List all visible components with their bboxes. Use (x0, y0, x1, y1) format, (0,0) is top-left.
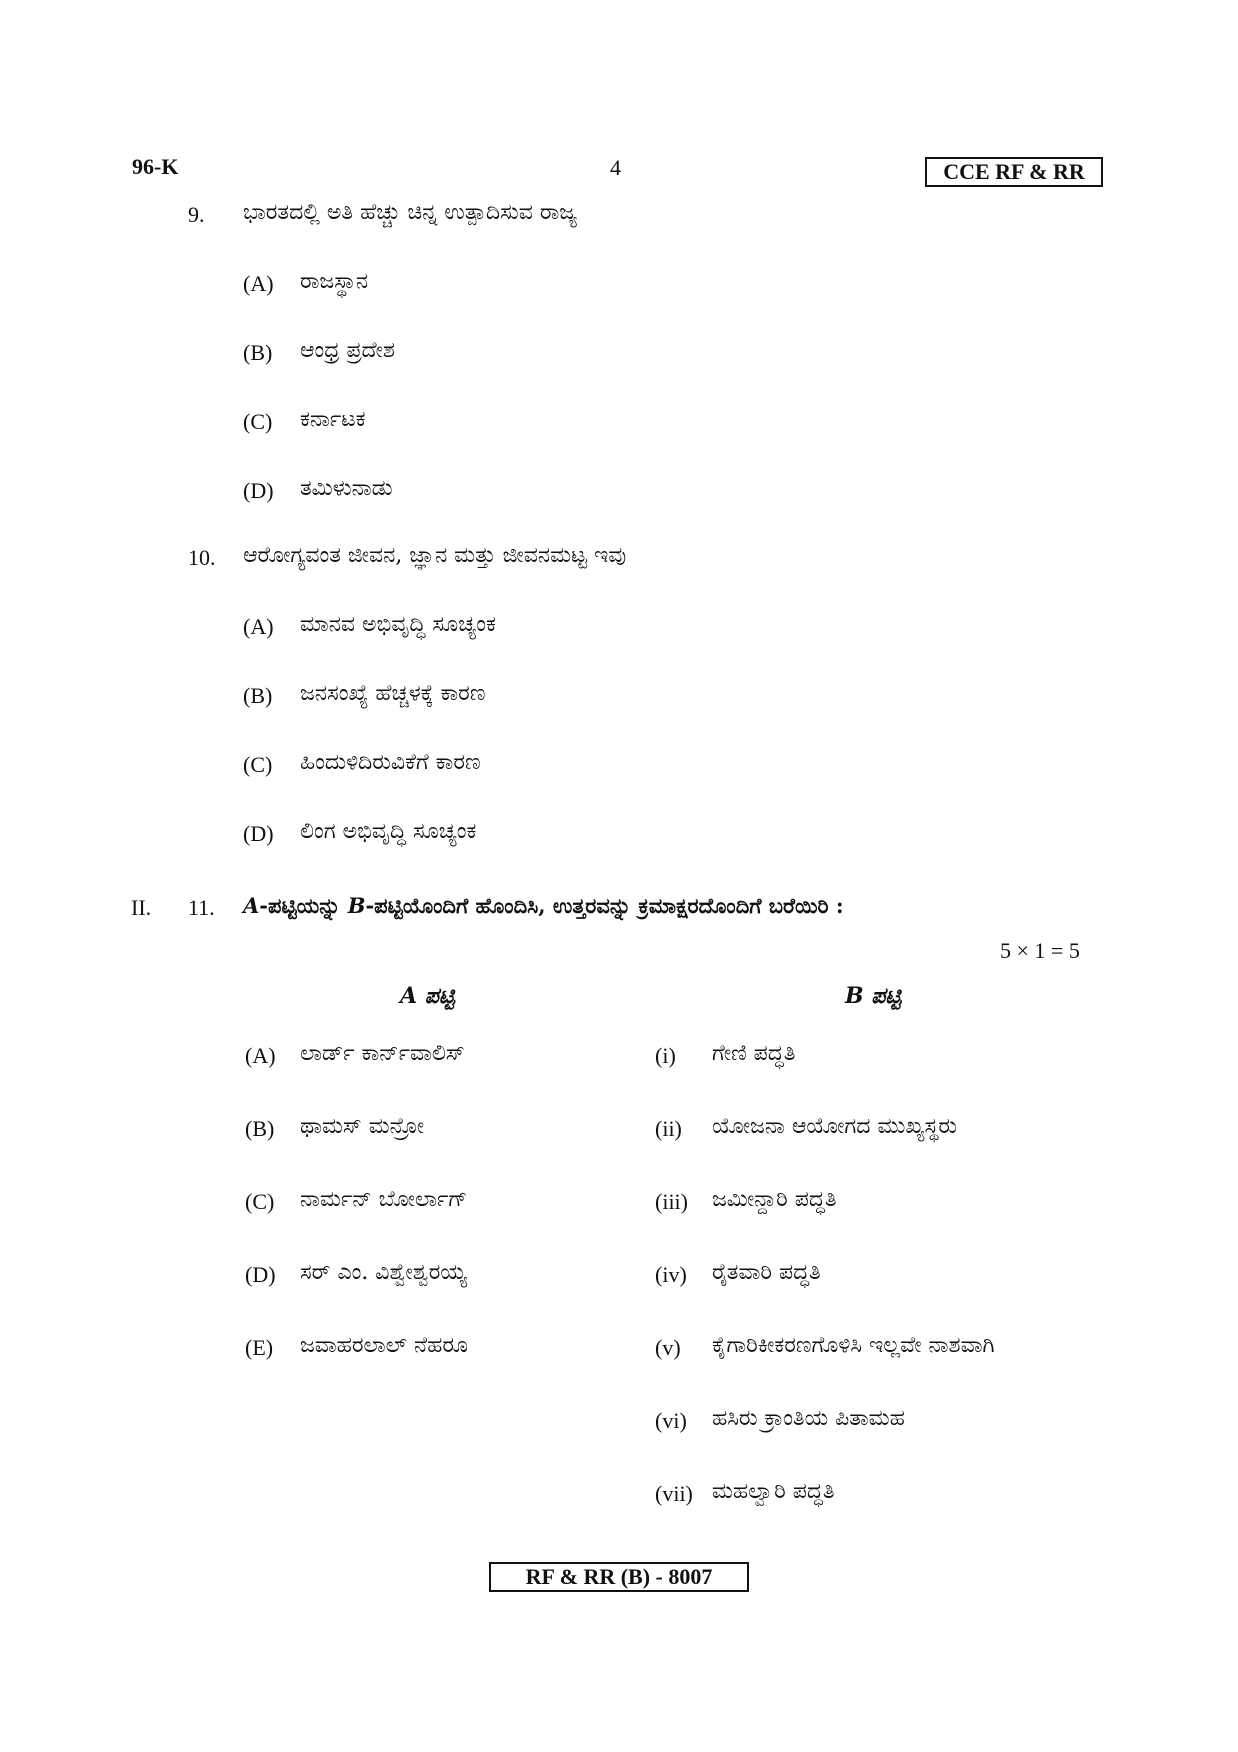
q9-option-d-text: ತಮಿಳುನಾಡು (300, 476, 393, 501)
col-b-item-vi-text: ಹಸಿರು ಕ್ರಾಂತಿಯ ಪಿತಾಮಹ (712, 1406, 905, 1431)
column-a-header: A ಪಟ್ಟಿ (400, 983, 455, 1009)
col-a-item-e-text: ಜವಾಹರಲಾಲ್ ನೆಹರೂ (300, 1333, 468, 1358)
q9-option-b-label: (B) (243, 340, 273, 365)
col-b-item-i-text: ಗೇಣಿ ಪದ್ಧತಿ (712, 1041, 796, 1066)
instruction-part-2: -ಪಟ್ಟಿಯೊಂದಿಗೆ ಹೊಂದಿಸಿ, ಉತ್ತರವನ್ನು ಕ್ರಮಾಕ್ಷರದೊಂದಿಗೆ ಬರೆಯಿರಿ : (365, 893, 844, 918)
q9-option-d-label: (D) (243, 478, 274, 503)
section-roman-numeral: II. (131, 895, 152, 920)
q10-option-c-text: ಹಿಂದುಳಿದಿರುವಿಕೆಗೆ ಕಾರಣ (300, 750, 481, 775)
col-b-item-vii-text: ಮಹಲ್ವಾರಿ ಪದ್ಧತಿ (712, 1479, 835, 1504)
col-a-item-e-label: (E) (245, 1335, 274, 1360)
col-b-item-ii-text: ಯೋಜನಾ ಆಯೋಗದ ಮುಖ್ಯಸ್ಥರು (712, 1114, 957, 1139)
question-9-text: ಭಾರತದಲ್ಲಿ ಅತಿ ಹೆಚ್ಚು ಚಿನ್ನ ಉತ್ಪಾದಿಸುವ ರಾಜ್ಯ (243, 200, 578, 225)
col-a-item-c-text: ನಾರ್ಮನ್ ಬೋರ್ಲಾಗ್ (300, 1187, 468, 1212)
q10-option-b-label: (B) (243, 683, 273, 708)
q10-option-a-text: ಮಾನವ ಅಭಿವೃದ್ಧಿ ಸೂಚ್ಯಂಕ (300, 612, 496, 637)
col-b-item-iii-label: (iii) (655, 1189, 688, 1214)
q9-option-b-text: ಆಂಧ್ರ ಪ್ರದೇಶ (300, 338, 395, 363)
page-number: 4 (610, 155, 621, 180)
q9-option-a-text: ರಾಜಸ್ಥಾನ (300, 269, 369, 294)
instruction-part-1: -ಪಟ್ಟಿಯನ್ನು (259, 893, 348, 918)
col-a-item-d-text: ಸರ್ ಎಂ. ವಿಶ್ವೇಶ್ವರಯ್ಯ (300, 1260, 467, 1285)
q10-option-a-label: (A) (243, 614, 274, 639)
question-10-number: 10. (188, 545, 216, 570)
col-a-item-a-label: (A) (245, 1043, 276, 1068)
series-box-bottom: RF & RR (B) - 8007 (489, 1562, 749, 1592)
q10-option-b-text: ಜನಸಂಖ್ಯೆ ಹೆಚ್ಚಳಕ್ಕೆ ಕಾರಣ (300, 681, 486, 706)
col-b-item-vii-label: (vii) (655, 1481, 693, 1506)
q10-option-c-label: (C) (243, 752, 273, 777)
marks-allocation: 5 × 1 = 5 (1000, 938, 1080, 963)
col-b-item-ii-label: (ii) (655, 1116, 682, 1141)
q9-option-c-text: ಕರ್ನಾಟಕ (300, 407, 366, 432)
col-a-item-b-label: (B) (245, 1116, 275, 1141)
col-a-item-a-text: ಲಾರ್ಡ್ ಕಾರ್ನ್‌ವಾಲಿಸ್ (300, 1041, 465, 1066)
column-b-header: B ಪಟ್ಟಿ (845, 983, 902, 1009)
col-b-item-v-text: ಕೈಗಾರಿಕೀಕರಣಗೊಳಿಸಿ ಇಲ್ಲವೇ ನಾಶವಾಗಿ (712, 1333, 995, 1358)
question-10-text: ಆರೋಗ್ಯವಂತ ಜೀವನ, ಜ್ಞಾನ ಮತ್ತು ಜೀವನಮಟ್ಟ ಇವು (243, 543, 627, 568)
col-b-item-iii-text: ಜಮೀನ್ದಾರಿ ಪದ್ಧತಿ (712, 1187, 837, 1212)
col-a-item-b-text: ಥಾಮಸ್ ಮನ್ರೋ (300, 1114, 425, 1139)
col-b-item-vi-label: (vi) (655, 1408, 687, 1433)
q9-option-a-label: (A) (243, 271, 274, 296)
q10-option-d-label: (D) (243, 821, 274, 846)
col-a-item-c-label: (C) (245, 1189, 275, 1214)
col-a-item-d-label: (D) (245, 1262, 276, 1287)
col-b-item-i-label: (i) (655, 1043, 676, 1068)
list-b-letter: B (347, 893, 366, 918)
col-b-item-iv-label: (iv) (655, 1262, 687, 1287)
list-a-letter: A (243, 893, 260, 918)
col-b-item-v-label: (v) (655, 1335, 681, 1360)
col-b-item-iv-text: ರೈತವಾರಿ ಪದ್ಧತಿ (712, 1260, 821, 1285)
q9-option-c-label: (C) (243, 409, 273, 434)
series-box-top: CCE RF & RR (925, 157, 1103, 187)
question-11-instruction (243, 893, 844, 919)
paper-code: 96-K (132, 154, 179, 179)
q10-option-d-text: ಲಿಂಗ ಅಭಿವೃದ್ಧಿ ಸೂಚ್ಯಂಕ (300, 819, 477, 844)
question-9-number: 9. (188, 202, 205, 227)
question-11-number: 11. (188, 895, 215, 920)
